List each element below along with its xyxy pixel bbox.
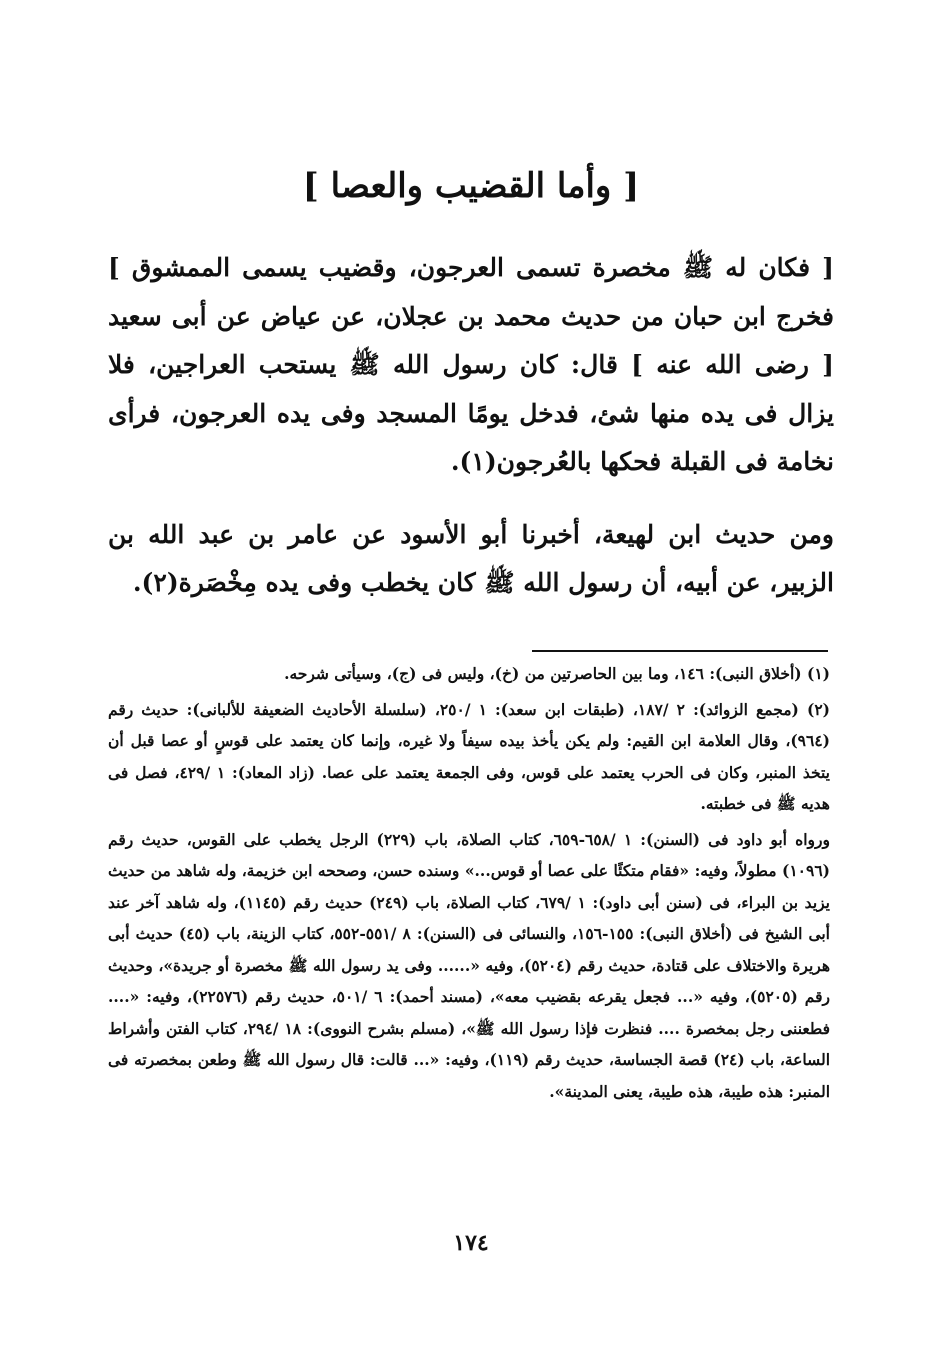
footnotes: [108, 658, 830, 1107]
body-paragraph: ومن حديث ابن لهيعة، أخبرنا أبو الأسود عن عامر بن عبد الله بن الزبير، عن أبيه، أن رسول الله ﷺ كان يخطب وفى يده مِخْصَرة(٢).: [108, 519, 834, 597]
main-text: [108, 244, 834, 608]
body-paragraph: [ فكان له ﷺ مخصرة تسمى العرجون، وقضيب يسمى الممشوق ] فخرج ابن حبان من حديث محمد بن عجلان، عن عياض عن أبى سعيد [ رضى الله عنه ] قال: كان رسول الله ﷺ يستحب العراجين، فلا يزال فى يده منها شئ، فدخل يومًا المسجد وفى يده العرجون، فرأى نخامة فى القبلة فحكها بالعُرجون(١).: [108, 253, 834, 476]
footnote: (٢) (مجمع الزوائد): ٢ /١٨٧، (طبقات ابن سعد): ١ /٢٥٠، (سلسلة الأحاديث الضعيفة للألبانى): حديث رقم (٩٦٤)، وقال العلامة ابن القيم: ولم يكن يأخذ بيده سيفاً ولا غيره، وإنما كان يعتمد على قوسٍ أو عصا قبل أن يتخذ المنبر، وكان فى الحرب يعتمد على قوس، وفى الجمعة يعتمد على عصا. (زاد المعاد): ١ /٤٢٩، فصل فى هديه ﷺ فى خطبته.: [108, 699, 830, 813]
section-heading: [ وأما القضيب والعصا ]: [302, 166, 640, 206]
footnote: (١) (أخلاق النبى): ١٤٦، وما بين الحاصرتين من (خ)، وليس فى (ج)، وسيأتى شرحه.: [284, 664, 830, 683]
page-number: ١٧٤: [453, 1230, 489, 1256]
footnote-continuation: ورواه أبو داود فى (السنن): ١ /٦٥٨-٦٥٩، كتاب الصلاة، باب (٢٢٩) الرجل يخطب على القوس، حديث رقم (١٠٩٦) مطولاً، وفيه: «فقام متكئًا على عصا أو قوس...» وسنده حسن، وصححه ابن خزيمة، وله شاهد من حديث يزيد بن البراء، فى (سنن أبى داود): ١ /٦٧٩، كتاب الصلاة، باب (٢٤٩) حديث رقم (١١٤٥)، وله شاهد آخر عند أبى الشيخ فى (أخلاق النبى): ١٥٥-١٥٦، والنسائى فى (السنن): ٨ /٥٥١-٥٥٢، كتاب الزينة، باب (٤٥) حديث أبى هريرة والاختلاف على قتادة، حديث رقم (٥٢٠٤)، وفيه «...... وفى يد رسول الله ﷺ مخصرة أو جريدة»، وحديث رقم (٥٢٠٥)، وفيه «... فجعل يقرعه بقضيب معه»، (مسند أحمد): ٦ /٥٠١، حديث رقم (٢٢٥٧٦)، وفيه: «.... فطعننى رجل بمخصرة .... فنظرت فإذا رسول الله ﷺ»، (مسلم بشرح النووى): ١٨ /٢٩٤، كتاب الفتن وأشراط الساعة، باب (٢٤) قصة الجساسة، حديث رقم (١١٩)، وفيه: «... قالت: قال رسول الله ﷺ وطعن بمخصرته فى المنبر: هذه طيبة، هذه طيبة، يعنى المدينة».: [108, 829, 831, 1101]
footnote-divider: [532, 650, 828, 652]
